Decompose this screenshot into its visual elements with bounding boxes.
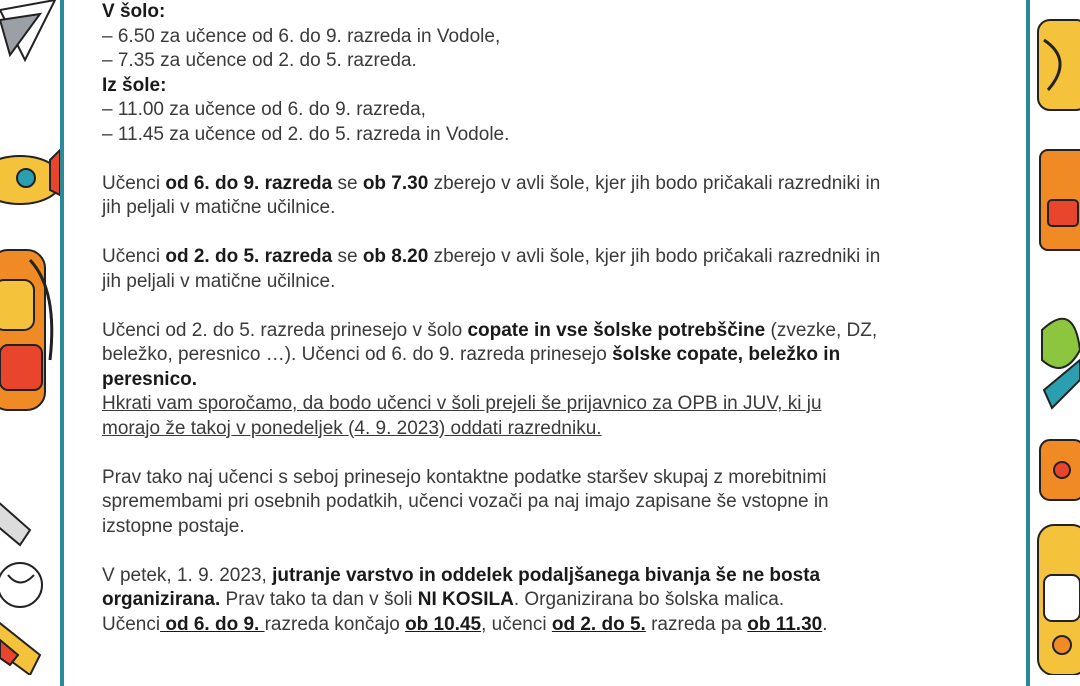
lower-grades-paragraph: Učenci od 2. do 5. razreda se ob 8.20 zberejo v avli šole, kjer jih bodo pričakali razredniki in [102,246,881,267]
to-school-item: – 7.35 za učence od 2. do 5. razreda. [102,50,417,71]
paper-plane-icon [0,0,55,60]
crayon-icon [0,620,40,675]
calculator-icon [1040,150,1080,250]
contacts-paragraph: Prav tako naj učenci s seboj prinesejo kontaktne podatke staršev skupaj z morebitnimi [102,466,827,488]
upper-grades-paragraph-line2: jih peljali v matične učilnice. [102,197,336,218]
contacts-paragraph-line3: izstopne postaje. [102,515,245,537]
supplies-paragraph-line2: beležko, peresnico …). Učenci od 6. do 9. razreda prinesejo šolske copate, beležko in [102,344,841,365]
backpack-icon [0,250,52,410]
backpack-icon [1038,525,1080,675]
right-doodle-border [1034,0,1080,675]
contacts-paragraph-line2: spremembami pri osebnih podatkih, učenci vozači pa naj imajo zapisane še vstopne in [102,491,829,512]
to-school-heading: V šolo: [102,1,166,22]
from-school-item: – 11.00 za učence od 6. do 9. razreda, [102,99,426,120]
supplies-paragraph-line3: peresnico. [102,368,198,390]
registration-notice: Hkrati vam sporočamo, da bodo učenci v šoli prejeli še prijavnico za OPB in JUV, ki ju [102,393,822,414]
lower-grades-paragraph-line2: jih peljali v matične učilnice. [102,270,336,292]
friday-paragraph: V petek, 1. 9. 2023, jutranje varstvo in oddelek podaljšanega bivanja še ne bosta [102,564,821,586]
from-school-item: – 11.45 za učence od 2. do 5. razreda in Vodole. [102,123,510,145]
cup-icon [1038,20,1080,110]
notice-text [102,0,1002,637]
to-school-item: – 6.50 za učence od 6. do 9. razreda in Vodole, [102,25,501,47]
pencil-icon [0,500,30,545]
from-school-heading: Iz šole: [102,74,167,96]
ball-icon [0,563,42,607]
upper-grades-paragraph: Učenci od 6. do 9. razreda se ob 7.30 zberejo v avli šole, kjer jih bodo pričakali razredniki in [102,172,881,194]
rocket-icon [0,150,60,204]
friday-paragraph-line2: organizirana. Prav tako ta dan v šoli NI KOSILA. Organizirana bo šolska malica. [102,589,785,610]
friday-paragraph-line3: Učenci od 6. do 9. razreda končajo ob 10.45, učenci od 2. do 5. razreda pa ob 11.30. [102,613,828,635]
leaf-icon [1042,319,1080,368]
paint-tube-icon [1040,440,1080,500]
left-doodle-border [0,0,60,675]
registration-notice-line2: morajo že takoj v ponedeljek (4. 9. 2023) oddati razredniku. [102,417,602,439]
supplies-paragraph: Učenci od 2. do 5. razreda prinesejo v šolo copate in vse šolske potrebščine (zvezke, DZ, [102,319,878,341]
